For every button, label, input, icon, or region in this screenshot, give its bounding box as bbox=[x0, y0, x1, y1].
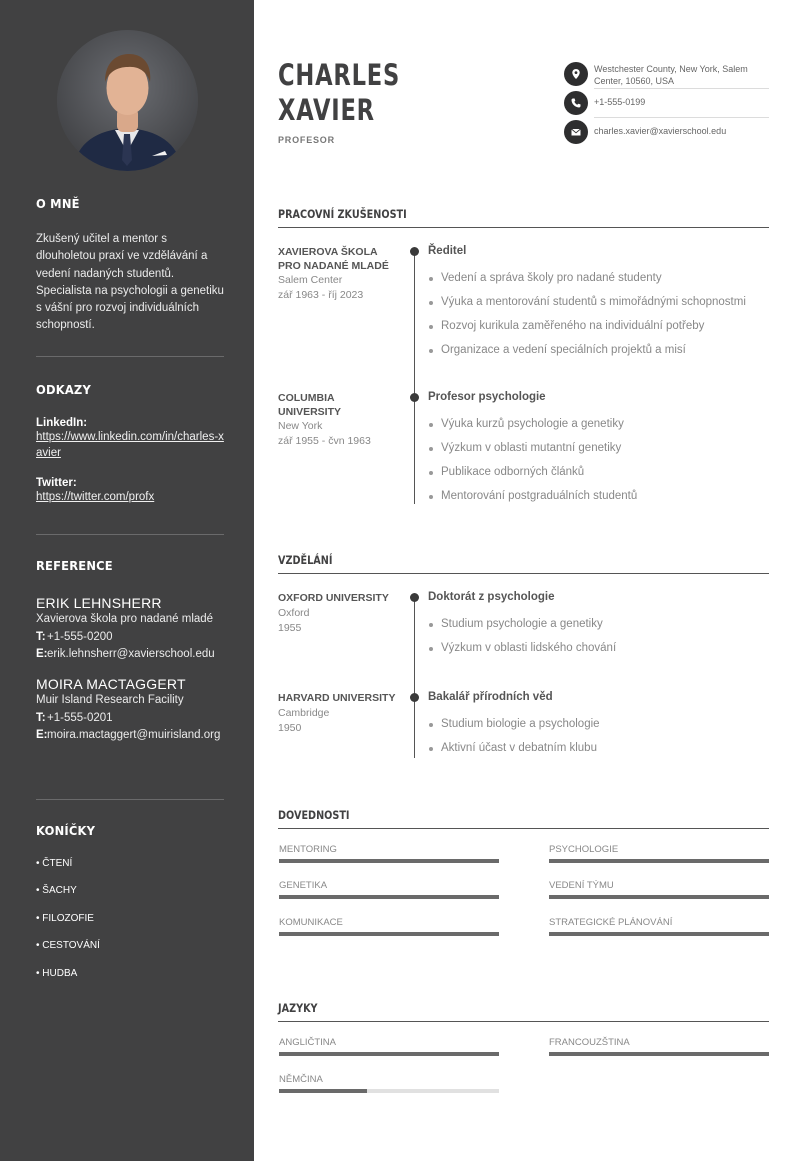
graduation-year: 1955 bbox=[278, 621, 302, 634]
school-name: HARVARD UNIVERSITY bbox=[278, 692, 396, 704]
phone-label: T: bbox=[36, 631, 46, 643]
hobby-item: • HUDBA bbox=[36, 967, 78, 979]
list-item: Studium psychologie a genetiky bbox=[428, 617, 773, 641]
email-label: E: bbox=[36, 648, 48, 660]
references-title: REFERENCE bbox=[36, 558, 113, 574]
experience-entry-meta bbox=[278, 392, 398, 449]
contact-divider bbox=[594, 117, 769, 118]
reference-name: MOIRA MACTAGGERT bbox=[36, 676, 186, 692]
school-location: Cambridge bbox=[278, 706, 330, 719]
email-value: erik.lehnsherr@xavierschool.edu bbox=[47, 648, 215, 660]
skill-bar bbox=[279, 859, 499, 863]
first-name: CHARLES bbox=[278, 58, 401, 92]
hobbies-section bbox=[36, 823, 224, 995]
list-item: Výuka kurzů psychologie a genetiky bbox=[428, 417, 773, 441]
employer-name: COLUMBIA UNIVERSITY bbox=[278, 392, 342, 418]
skill-item bbox=[279, 844, 499, 863]
degree-title: Doktorát z psychologie bbox=[428, 591, 555, 603]
hobby-item: • ČTENÍ bbox=[36, 858, 73, 869]
employer-location: Salem Center bbox=[278, 274, 343, 286]
sidebar-divider bbox=[36, 799, 224, 800]
link-twitter bbox=[36, 477, 224, 505]
skill-bar bbox=[549, 932, 769, 936]
graduation-year: 1950 bbox=[278, 721, 302, 734]
link-label: Twitter: bbox=[36, 477, 77, 489]
contact-email bbox=[564, 120, 769, 144]
employment-dates: zář 1963 - říj 2023 bbox=[278, 289, 364, 301]
school-location: Oxford bbox=[278, 606, 310, 619]
reference-name: ERIK LEHNSHERR bbox=[36, 595, 162, 611]
list-item: Studium biologie a psychologie bbox=[428, 717, 773, 741]
experience-entry-meta bbox=[278, 246, 398, 303]
phone-label: T: bbox=[36, 712, 46, 724]
list-item: Mentorování postgraduálních studentů bbox=[428, 489, 773, 513]
avatar-portrait-icon bbox=[57, 30, 198, 171]
language-item bbox=[279, 1074, 499, 1093]
email-label: E: bbox=[36, 729, 48, 741]
reference-org: Xavierova škola pro nadané mladé bbox=[36, 613, 214, 625]
language-item bbox=[549, 1037, 769, 1056]
employer-name: XAVIEROVA ŠKOLA PRO NADANÉ MLADÉ bbox=[278, 246, 389, 272]
experience-title bbox=[278, 207, 769, 228]
skill-item bbox=[549, 880, 769, 899]
list-item: Rozvoj kurikula zaměřeného na individuální potřeby bbox=[428, 319, 773, 343]
link-linkedin bbox=[36, 417, 224, 461]
skill-bar bbox=[549, 859, 769, 863]
email-text[interactable]: charles.xavier@xavierschool.edu bbox=[594, 126, 727, 136]
skill-name: PSYCHOLOGIE bbox=[549, 844, 619, 855]
skill-bar-fill bbox=[279, 859, 499, 863]
twitter-link[interactable]: https://twitter.com/profx bbox=[36, 491, 155, 503]
references-section bbox=[36, 558, 224, 743]
language-bar bbox=[279, 1089, 499, 1093]
last-name: XAVIER bbox=[278, 93, 375, 127]
language-bar bbox=[549, 1052, 769, 1056]
email-value: moira.mactaggert@muirisland.org bbox=[47, 729, 221, 741]
skill-item bbox=[549, 917, 769, 936]
sidebar bbox=[0, 0, 254, 1161]
language-bar-fill bbox=[279, 1052, 499, 1056]
list-item: Výuka a mentorování studentů s mimořádnými schopnostmi bbox=[428, 295, 773, 319]
avatar bbox=[57, 30, 198, 171]
school-name: OXFORD UNIVERSITY bbox=[278, 592, 389, 604]
skill-item bbox=[279, 880, 499, 899]
skills-title-text: DOVEDNOSTI bbox=[278, 808, 350, 822]
about-title: O MNĚ bbox=[36, 196, 80, 212]
hobby-item: • CESTOVÁNÍ bbox=[36, 940, 100, 952]
skill-bar-fill bbox=[279, 895, 499, 899]
employer-location: New York bbox=[278, 420, 323, 432]
language-item bbox=[279, 1037, 499, 1056]
job-title: Ředitel bbox=[428, 245, 467, 257]
skill-name: STRATEGICKÉ PLÁNOVÁNÍ bbox=[549, 917, 673, 928]
timeline-dot bbox=[410, 693, 419, 702]
education-entry-meta bbox=[278, 692, 398, 736]
reference-phone bbox=[36, 630, 224, 645]
links-section bbox=[36, 382, 224, 505]
address-text: Westchester County, New York, Salem Center, 10560, USA bbox=[594, 64, 748, 86]
about-section bbox=[36, 196, 224, 335]
list-item: Publikace odborných článků bbox=[428, 465, 773, 489]
reference-email bbox=[36, 647, 224, 662]
list-item: Výzkum v oblasti lidského chování bbox=[428, 641, 773, 665]
hobbies-title: KONÍČKY bbox=[36, 823, 96, 839]
job-title: Profesor psychologie bbox=[428, 391, 546, 403]
phone-icon bbox=[564, 91, 588, 115]
map-pin-icon bbox=[564, 62, 588, 86]
skill-bar-fill bbox=[549, 932, 769, 936]
skill-bar-fill bbox=[549, 895, 769, 899]
language-bar-fill bbox=[549, 1052, 769, 1056]
skill-bar-fill bbox=[279, 932, 499, 936]
reference-item bbox=[36, 676, 224, 743]
skill-name: KOMUNIKACE bbox=[279, 917, 343, 928]
education-title bbox=[278, 553, 769, 574]
contact-divider bbox=[594, 88, 769, 89]
reference-item bbox=[36, 595, 224, 662]
timeline-dot bbox=[410, 593, 419, 602]
degree-bullets bbox=[428, 717, 773, 765]
experience-title-text: PRACOVNÍ ZKUŠENOSTI bbox=[278, 207, 407, 221]
skill-item bbox=[549, 844, 769, 863]
phone-value: +1-555-0201 bbox=[47, 712, 113, 724]
person-role: PROFESOR bbox=[278, 135, 335, 145]
list-item: Vedení a správa školy pro nadané studenty bbox=[428, 271, 773, 295]
language-name: FRANCOUZŠTINA bbox=[549, 1037, 630, 1048]
languages-title-text: JAZYKY bbox=[278, 1001, 318, 1015]
list-item: Výzkum v oblasti mutantní genetiky bbox=[428, 441, 773, 465]
sidebar-divider bbox=[36, 534, 224, 535]
timeline-dot bbox=[410, 393, 419, 402]
link-label: LinkedIn: bbox=[36, 417, 88, 429]
linkedin-link[interactable]: https://www.linkedin.com/in/charles-xavier bbox=[36, 431, 224, 459]
reference-email bbox=[36, 728, 224, 743]
skills-title bbox=[278, 808, 769, 829]
timeline-dot bbox=[410, 247, 419, 256]
language-bar-fill bbox=[279, 1089, 367, 1093]
skill-name: MENTORING bbox=[279, 844, 337, 855]
skill-bar bbox=[279, 932, 499, 936]
skill-bar bbox=[279, 895, 499, 899]
skill-name: VEDENÍ TÝMU bbox=[549, 880, 614, 891]
job-bullets bbox=[428, 417, 773, 513]
degree-bullets bbox=[428, 617, 773, 665]
list-item: Aktivní účast v debatním klubu bbox=[428, 741, 773, 765]
links-title: ODKAZY bbox=[36, 382, 91, 398]
education-title-text: VZDĚLÁNÍ bbox=[278, 553, 333, 567]
sidebar-divider bbox=[36, 356, 224, 357]
education-entry-meta bbox=[278, 592, 398, 636]
hobby-item: • ŠACHY bbox=[36, 885, 77, 897]
skill-bar-fill bbox=[549, 859, 769, 863]
degree-title: Bakalář přírodních věd bbox=[428, 691, 553, 703]
reference-phone bbox=[36, 711, 224, 726]
experience-timeline bbox=[414, 251, 415, 504]
reference-org: Muir Island Research Facility bbox=[36, 694, 184, 706]
phone-text: +1-555-0199 bbox=[594, 97, 646, 107]
job-bullets bbox=[428, 271, 773, 367]
phone-value: +1-555-0200 bbox=[47, 631, 113, 643]
envelope-icon bbox=[564, 120, 588, 144]
skill-name: GENETIKA bbox=[279, 880, 328, 891]
contact-address bbox=[564, 62, 769, 87]
education-timeline bbox=[414, 597, 415, 758]
skill-bar bbox=[549, 895, 769, 899]
languages-title bbox=[278, 1001, 769, 1022]
contact-phone bbox=[564, 91, 769, 115]
language-name: ANGLIČTINA bbox=[279, 1037, 337, 1048]
skill-item bbox=[279, 917, 499, 936]
employment-dates: zář 1955 - čvn 1963 bbox=[278, 435, 371, 447]
list-item: Organizace a vedení speciálních projektů a misí bbox=[428, 343, 773, 367]
person-name bbox=[278, 58, 400, 128]
language-name: NĚMČINA bbox=[279, 1074, 323, 1085]
about-text: Zkušený učitel a mentor s dlouholetou praxí ve vzdělávání a vedení nadaných studentů. Specialista na psychologii a genetiku s vášní pro rozvoj individuálních schopností. bbox=[36, 233, 224, 332]
hobby-item: • FILOZOFIE bbox=[36, 912, 94, 924]
language-bar bbox=[279, 1052, 499, 1056]
hobbies-list bbox=[36, 858, 224, 995]
